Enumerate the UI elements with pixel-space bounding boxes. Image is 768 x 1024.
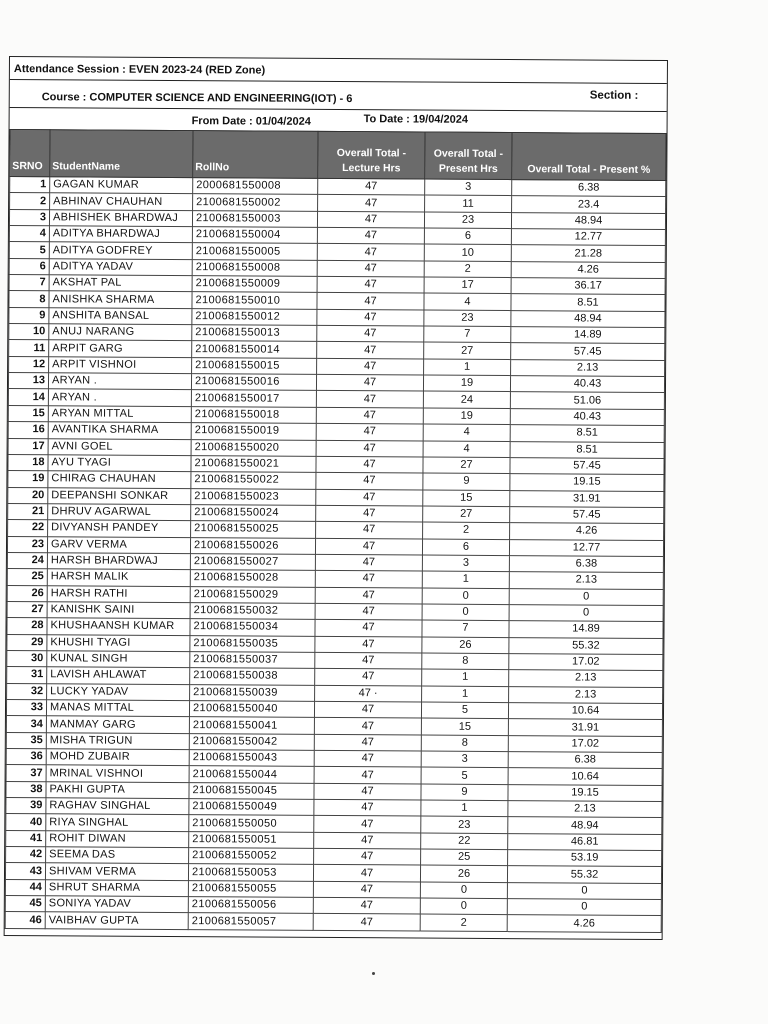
cell-student-name: SHRUT SHARMA	[45, 880, 188, 897]
cell-student-name: ARYAN .	[48, 389, 191, 406]
table-header-row	[10, 130, 666, 181]
cell-present-hrs: 0	[420, 898, 507, 915]
cell-present-percent: 8.51	[511, 294, 665, 311]
cell-rollno: 2100681550051	[189, 831, 314, 848]
cell-lecture-hrs: 47	[316, 473, 423, 490]
cell-student-name: HARSH BHARDWAJ	[47, 553, 190, 570]
cell-srno: 40	[6, 814, 46, 831]
cell-present-percent: 10.64	[508, 768, 662, 785]
cell-present-percent: 4.26	[510, 523, 664, 540]
cell-student-name: ADITYA BHARDWAJ	[49, 226, 192, 243]
cell-student-name: DHRUV AGARWAL	[48, 504, 191, 521]
cell-lecture-hrs: 47	[314, 767, 421, 784]
cell-lecture-hrs: 47	[317, 358, 424, 375]
cell-present-hrs: 8	[422, 653, 509, 670]
cell-student-name: GARV VERMA	[47, 536, 190, 553]
cell-student-name: RIYA SINGHAL	[46, 814, 189, 831]
cell-present-percent: 17.02	[508, 735, 662, 752]
cell-student-name: ABHINAV CHAUHAN	[50, 193, 193, 210]
cell-student-name: AKSHAT PAL	[49, 275, 192, 292]
cell-lecture-hrs: 47	[314, 816, 421, 833]
cell-srno: 37	[6, 765, 46, 782]
cell-lecture-hrs: 47	[314, 750, 421, 767]
cell-present-hrs: 3	[425, 179, 512, 196]
cell-rollno: 2100681550057	[188, 913, 313, 930]
cell-present-hrs: 7	[422, 620, 509, 637]
cell-rollno: 2100681550050	[189, 815, 314, 832]
cell-student-name: MANAS MITTAL	[46, 700, 189, 717]
cell-present-hrs: 4	[424, 293, 511, 310]
cell-present-percent: 57.45	[510, 457, 664, 474]
cell-present-percent: 2.13	[508, 801, 662, 818]
col-header-present-hrs: Overall Total - Present Hrs	[425, 132, 512, 180]
cell-rollno: 2100681550010	[192, 292, 317, 309]
cell-present-hrs: 1	[422, 686, 509, 703]
cell-lecture-hrs: 47	[314, 783, 421, 800]
cell-present-hrs: 27	[424, 342, 511, 359]
cell-srno: 1	[10, 177, 50, 194]
cell-present-percent: 10.64	[508, 703, 662, 720]
cell-rollno: 2100681550034	[190, 619, 315, 636]
cell-present-percent: 4.26	[511, 261, 665, 278]
cell-present-percent: 14.89	[511, 327, 665, 344]
cell-present-percent: 8.51	[510, 441, 664, 458]
cell-present-hrs: 7	[424, 326, 511, 343]
cell-srno: 32	[7, 683, 47, 700]
cell-present-hrs: 27	[423, 506, 510, 523]
cell-srno: 34	[6, 716, 46, 733]
cell-present-hrs: 4	[423, 424, 510, 441]
cell-present-hrs: 23	[424, 212, 511, 229]
cell-present-percent: 48.94	[508, 817, 662, 834]
cell-srno: 31	[7, 667, 47, 684]
cell-rollno: 2100681550039	[190, 684, 315, 701]
cell-present-hrs: 17	[424, 277, 511, 294]
cell-lecture-hrs: 47	[316, 424, 423, 441]
cell-srno: 11	[9, 340, 49, 357]
cell-rollno: 2100681550004	[192, 227, 317, 244]
cell-present-hrs: 26	[422, 637, 509, 654]
cell-srno: 10	[9, 324, 49, 341]
cell-present-percent: 36.17	[511, 278, 665, 295]
cell-lecture-hrs: 47	[315, 669, 422, 686]
cell-srno: 46	[5, 912, 45, 929]
cell-srno: 45	[5, 896, 45, 913]
cell-present-percent: 6.38	[508, 752, 662, 769]
cell-present-percent: 51.06	[510, 392, 664, 409]
cell-lecture-hrs: 47	[315, 652, 422, 669]
cell-lecture-hrs: 47	[314, 718, 421, 735]
cell-rollno: 2100681550020	[191, 439, 316, 456]
cell-present-percent: 23.4	[512, 196, 666, 213]
cell-present-percent: 0	[509, 588, 663, 605]
cell-lecture-hrs: 47	[313, 881, 420, 898]
cell-srno: 44	[5, 879, 45, 896]
cell-present-percent: 4.26	[507, 915, 661, 932]
cell-student-name: MRINAL VISHNOI	[46, 765, 189, 782]
cell-present-hrs: 0	[420, 882, 507, 899]
cell-srno: 13	[8, 373, 48, 390]
cell-rollno: 2100681550049	[189, 799, 314, 816]
cell-student-name: ANUJ NARANG	[49, 324, 192, 341]
col-header-srno: SRNO	[10, 130, 50, 177]
cell-present-percent: 8.51	[510, 425, 664, 442]
cell-rollno: 2100681550043	[189, 750, 314, 767]
cell-srno: 17	[8, 438, 48, 455]
cell-srno: 2	[10, 193, 50, 210]
cell-present-hrs: 1	[424, 359, 511, 376]
cell-present-percent: 53.19	[508, 850, 662, 867]
cell-present-hrs: 5	[421, 767, 508, 784]
cell-lecture-hrs: 47	[316, 456, 423, 473]
cell-srno: 18	[8, 454, 48, 471]
cell-present-hrs: 3	[421, 751, 508, 768]
cell-srno: 7	[9, 275, 49, 292]
cell-student-name: SONIYA YADAV	[45, 896, 188, 913]
cell-srno: 38	[6, 781, 46, 798]
table-row	[5, 912, 661, 932]
cell-lecture-hrs: 47	[317, 309, 424, 326]
cell-srno: 16	[8, 422, 48, 439]
cell-srno: 25	[7, 569, 47, 586]
cell-srno: 28	[7, 618, 47, 635]
cell-srno: 4	[9, 226, 49, 243]
cell-rollno: 2100681550013	[192, 325, 317, 342]
cell-present-percent: 40.43	[510, 408, 664, 425]
cell-lecture-hrs: 47	[316, 489, 423, 506]
cell-student-name: DIVYANSH PANDEY	[48, 520, 191, 537]
session-title: Attendance Session : EVEN 2023-24 (RED Zone)	[13, 63, 266, 77]
cell-lecture-hrs: 47	[316, 407, 423, 424]
cell-rollno: 2100681550003	[192, 210, 317, 227]
cell-rollno: 2100681550015	[192, 357, 317, 374]
cell-lecture-hrs: 47	[314, 799, 421, 816]
cell-present-hrs: 11	[425, 195, 512, 212]
cell-rollno: 2100681550028	[190, 570, 315, 587]
cell-rollno: 2100681550042	[189, 733, 314, 750]
cell-present-percent: 0	[509, 605, 663, 622]
cell-lecture-hrs: 47 ·	[315, 685, 422, 702]
cell-present-percent: 48.94	[511, 212, 665, 229]
cell-rollno: 2100681550005	[192, 243, 317, 260]
cell-student-name: ARPIT GARG	[49, 340, 192, 357]
cell-lecture-hrs: 47	[315, 554, 422, 571]
cell-present-percent: 19.15	[508, 784, 662, 801]
cell-lecture-hrs: 47	[317, 211, 424, 228]
cell-rollno: 2100681550032	[190, 603, 315, 620]
cell-rollno: 2100681550056	[188, 897, 313, 914]
cell-present-percent: 40.43	[510, 376, 664, 393]
cell-rollno: 2100681550018	[191, 406, 316, 423]
cell-srno: 30	[7, 650, 47, 667]
cell-student-name: HARSH RATHI	[47, 585, 190, 602]
cell-present-percent: 2.13	[511, 359, 665, 376]
cell-srno: 15	[8, 405, 48, 422]
cell-rollno: 2100681550045	[189, 782, 314, 799]
cell-student-name: PAKHI GUPTA	[46, 781, 189, 798]
cell-srno: 21	[8, 503, 48, 520]
cell-student-name: AYU TYAGI	[48, 455, 191, 472]
cell-present-percent: 48.94	[511, 310, 665, 327]
cell-present-percent: 12.77	[511, 229, 665, 246]
from-date: From Date : 01/04/2024	[191, 115, 311, 128]
cell-lecture-hrs: 47	[315, 587, 422, 604]
cell-student-name: KUNAL SINGH	[47, 651, 190, 668]
cell-srno: 23	[7, 536, 47, 553]
cell-lecture-hrs: 47	[315, 603, 422, 620]
cell-srno: 6	[9, 258, 49, 275]
cell-lecture-hrs: 47	[313, 865, 420, 882]
cell-rollno: 2100681550027	[190, 554, 315, 571]
cell-present-percent: 14.89	[509, 621, 663, 638]
cell-srno: 43	[5, 863, 45, 880]
cell-student-name: MISHA TRIGUN	[46, 732, 189, 749]
cell-student-name: ARYAN MITTAL	[48, 406, 191, 423]
cell-rollno: 2100681550026	[190, 537, 315, 554]
cell-student-name: ADITYA GODFREY	[49, 242, 192, 259]
cell-lecture-hrs: 47	[316, 440, 423, 457]
cell-lecture-hrs: 47	[316, 375, 423, 392]
cell-student-name: ARYAN .	[48, 373, 191, 390]
cell-present-hrs: 23	[424, 310, 511, 327]
cell-student-name: VAIBHAV GUPTA	[45, 912, 188, 929]
cell-present-percent: 0	[507, 899, 661, 916]
cell-present-hrs: 2	[423, 522, 510, 539]
cell-lecture-hrs: 47	[314, 734, 421, 751]
cell-rollno: 2100681550024	[191, 504, 316, 521]
cell-present-percent: 46.81	[508, 833, 662, 850]
cell-present-hrs: 1	[422, 571, 509, 588]
to-date: To Date : 19/04/2024	[363, 113, 469, 126]
cell-student-name: SEEMA DAS	[46, 847, 189, 864]
cell-present-hrs: 6	[422, 539, 509, 556]
cell-lecture-hrs: 47	[317, 260, 424, 277]
cell-present-hrs: 4	[423, 441, 510, 458]
cell-srno: 8	[9, 291, 49, 308]
cell-present-percent: 12.77	[509, 539, 663, 556]
cell-srno: 20	[8, 487, 48, 504]
cell-present-percent: 17.02	[509, 654, 663, 671]
col-header-rollno: RollNo	[193, 131, 318, 179]
cell-srno: 42	[6, 847, 46, 864]
cell-student-name: ROHIT DIWAN	[46, 830, 189, 847]
cell-rollno: 2100681550014	[192, 341, 317, 358]
cell-student-name: SHIVAM VERMA	[45, 863, 188, 880]
cell-present-hrs: 2	[420, 914, 507, 931]
cell-rollno: 2100681550052	[189, 848, 314, 865]
cell-present-percent: 19.15	[510, 474, 664, 491]
cell-student-name: GAGAN KUMAR	[50, 177, 193, 194]
cell-present-percent: 57.45	[510, 506, 664, 523]
cell-present-hrs: 15	[421, 718, 508, 735]
cell-lecture-hrs: 47	[315, 571, 422, 588]
cell-rollno: 2000681550008	[193, 178, 318, 195]
cell-srno: 14	[8, 389, 48, 406]
cell-lecture-hrs: 47	[315, 538, 422, 555]
cell-present-percent: 2.13	[509, 686, 663, 703]
cell-student-name: LUCKY YADAV	[47, 683, 190, 700]
cell-present-percent: 31.91	[510, 490, 664, 507]
cell-lecture-hrs: 47	[318, 178, 425, 195]
cell-lecture-hrs: 47	[317, 244, 424, 261]
cell-rollno: 2100681550029	[190, 586, 315, 603]
cell-student-name: MANMAY GARG	[46, 716, 189, 733]
cell-student-name: RAGHAV SINGHAL	[46, 798, 189, 815]
cell-srno: 24	[7, 552, 47, 569]
cell-rollno: 2100681550038	[190, 668, 315, 685]
cell-present-hrs: 23	[421, 816, 508, 833]
cell-srno: 12	[9, 356, 49, 373]
cell-lecture-hrs: 47	[318, 195, 425, 212]
cell-srno: 39	[6, 798, 46, 815]
cell-rollno: 2100681550002	[193, 194, 318, 211]
cell-present-hrs: 6	[424, 228, 511, 245]
cell-present-hrs: 19	[423, 375, 510, 392]
cell-srno: 27	[7, 601, 47, 618]
cell-present-percent: 55.32	[507, 866, 661, 883]
cell-student-name: ARPIT VISHNOI	[49, 357, 192, 374]
cell-lecture-hrs: 47	[317, 342, 424, 359]
cell-lecture-hrs: 47	[314, 832, 421, 849]
cell-student-name: AVNI GOEL	[48, 438, 191, 455]
cell-student-name: KHUSHI TYAGI	[47, 634, 190, 651]
cell-rollno: 2100681550037	[190, 652, 315, 669]
cell-present-hrs: 1	[422, 669, 509, 686]
cell-present-hrs: 27	[423, 457, 510, 474]
cell-student-name: MOHD ZUBAIR	[46, 749, 189, 766]
cell-lecture-hrs: 47	[316, 391, 423, 408]
cell-rollno: 2100681550025	[191, 521, 316, 538]
cell-present-hrs: 24	[423, 392, 510, 409]
course-title: Course : COMPUTER SCIENCE AND ENGINEERING(IOT) - 6	[41, 91, 353, 106]
cell-lecture-hrs: 47	[317, 293, 424, 310]
paper-speck	[372, 972, 375, 975]
cell-present-hrs: 0	[422, 604, 509, 621]
cell-rollno: 2100681550022	[191, 472, 316, 489]
cell-present-hrs: 10	[424, 244, 511, 261]
cell-lecture-hrs: 47	[317, 276, 424, 293]
cell-present-percent: 21.28	[511, 245, 665, 262]
cell-present-hrs: 9	[423, 473, 510, 490]
cell-present-percent: 0	[507, 882, 661, 899]
cell-present-hrs: 3	[422, 555, 509, 572]
cell-lecture-hrs: 47	[314, 848, 421, 865]
cell-rollno: 2100681550008	[192, 259, 317, 276]
cell-present-hrs: 1	[421, 800, 508, 817]
cell-srno: 19	[8, 471, 48, 488]
cell-srno: 3	[9, 209, 49, 226]
cell-rollno: 2100681550023	[191, 488, 316, 505]
cell-srno: 29	[7, 634, 47, 651]
cell-present-percent: 55.32	[509, 637, 663, 654]
cell-present-percent: 6.38	[512, 180, 666, 197]
cell-rollno: 2100681550040	[189, 701, 314, 718]
cell-present-hrs: 0	[422, 588, 509, 605]
cell-srno: 35	[6, 732, 46, 749]
cell-student-name: CHIRAG CHAUHAN	[48, 471, 191, 488]
cell-student-name: ANISHKA SHARMA	[49, 291, 192, 308]
cell-lecture-hrs: 47	[316, 505, 423, 522]
cell-lecture-hrs: 47	[313, 897, 420, 914]
cell-rollno: 2100681550017	[191, 390, 316, 407]
cell-srno: 26	[7, 585, 47, 602]
cell-rollno: 2100681550019	[191, 423, 316, 440]
cell-present-hrs: 2	[424, 261, 511, 278]
cell-present-hrs: 9	[421, 784, 508, 801]
cell-student-name: DEEPANSHI SONKAR	[48, 487, 191, 504]
cell-srno: 36	[6, 749, 46, 766]
attendance-sheet	[4, 56, 668, 940]
cell-present-percent: 57.45	[511, 343, 665, 360]
section-label: Section :	[589, 89, 639, 102]
cell-present-hrs: 5	[421, 702, 508, 719]
cell-rollno: 2100681550053	[188, 864, 313, 881]
cell-present-percent: 6.38	[509, 555, 663, 572]
cell-lecture-hrs: 47	[313, 914, 420, 931]
cell-rollno: 2100681550044	[189, 766, 314, 783]
cell-student-name: KANISHK SAINI	[47, 602, 190, 619]
cell-student-name: LAVISH AHLAWAT	[47, 667, 190, 684]
cell-student-name: HARSH MALIK	[47, 569, 190, 586]
cell-present-hrs: 8	[421, 735, 508, 752]
col-header-lecture-hrs: Overall Total - Lecture Hrs	[318, 131, 425, 179]
cell-present-hrs: 22	[421, 833, 508, 850]
cell-present-hrs: 19	[423, 408, 510, 425]
col-header-student-name: StudentName	[50, 130, 193, 178]
cell-lecture-hrs: 47	[315, 620, 422, 637]
cell-student-name: KHUSHAANSH KUMAR	[47, 618, 190, 635]
cell-lecture-hrs: 47	[317, 227, 424, 244]
cell-srno: 9	[9, 307, 49, 324]
cell-student-name: ANSHITA BANSAL	[49, 307, 192, 324]
table-body	[5, 177, 666, 933]
cell-present-hrs: 26	[420, 865, 507, 882]
cell-student-name: AVANTIKA SHARMA	[48, 422, 191, 439]
cell-lecture-hrs: 47	[314, 701, 421, 718]
cell-rollno: 2100681550012	[192, 308, 317, 325]
cell-present-hrs: 15	[423, 490, 510, 507]
cell-lecture-hrs: 47	[316, 522, 423, 539]
cell-srno: 33	[6, 699, 46, 716]
cell-present-percent: 2.13	[509, 670, 663, 687]
cell-lecture-hrs: 47	[317, 325, 424, 342]
cell-srno: 41	[6, 830, 46, 847]
cell-rollno: 2100681550016	[191, 374, 316, 391]
cell-rollno: 2100681550009	[192, 276, 317, 293]
attendance-table	[5, 129, 667, 933]
cell-student-name: ABHISHEK BHARDWAJ	[49, 209, 192, 226]
col-header-present-percent: Overall Total - Present %	[512, 133, 666, 181]
cell-srno: 22	[8, 520, 48, 537]
cell-srno: 5	[9, 242, 49, 259]
cell-rollno: 2100681550035	[190, 635, 315, 652]
cell-rollno: 2100681550055	[188, 880, 313, 897]
cell-rollno: 2100681550021	[191, 455, 316, 472]
cell-present-percent: 2.13	[509, 572, 663, 589]
cell-rollno: 2100681550041	[189, 717, 314, 734]
cell-present-percent: 31.91	[508, 719, 662, 736]
cell-present-hrs: 25	[421, 849, 508, 866]
cell-lecture-hrs: 47	[315, 636, 422, 653]
cell-student-name: ADITYA YADAV	[49, 258, 192, 275]
